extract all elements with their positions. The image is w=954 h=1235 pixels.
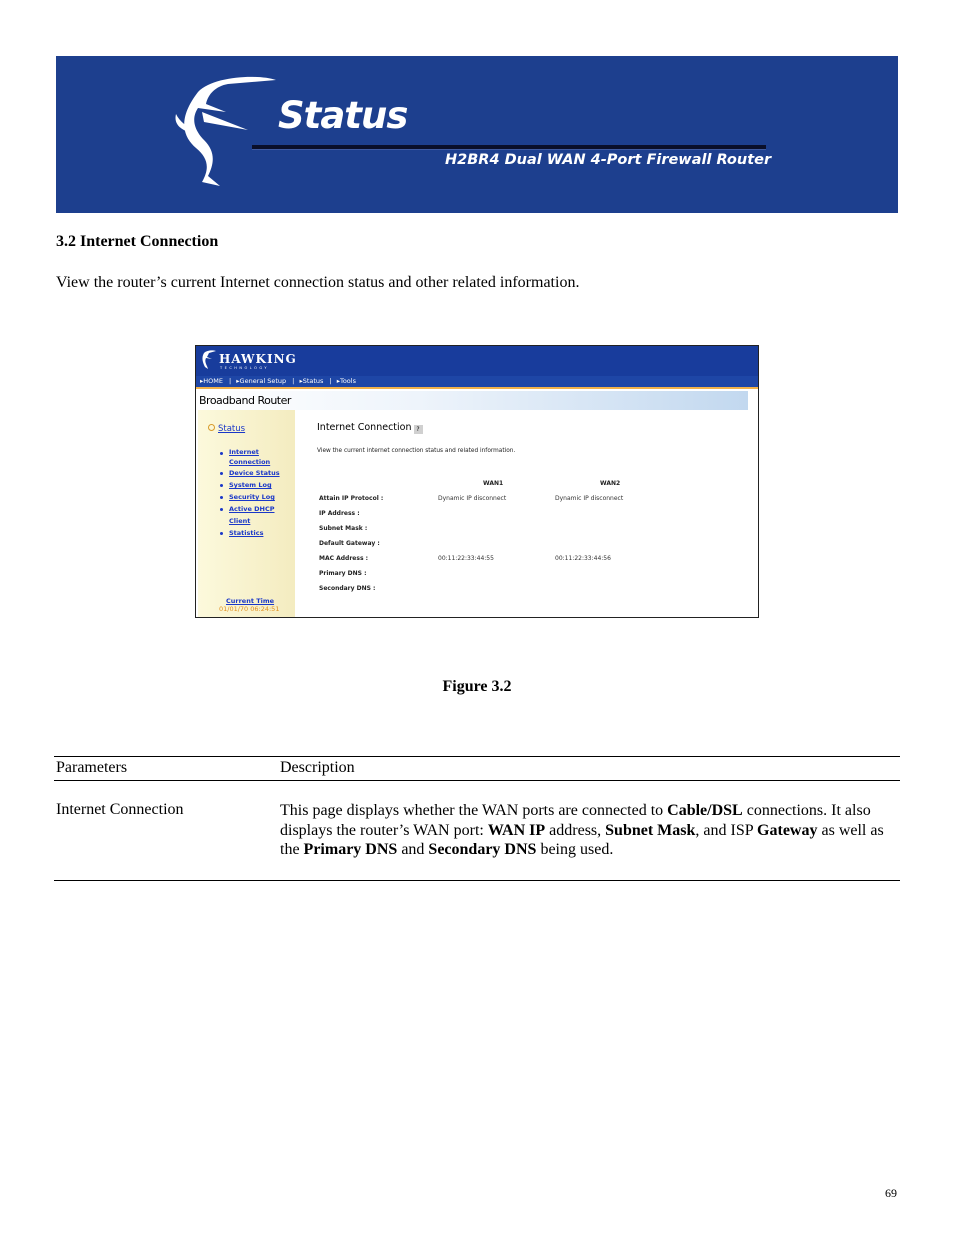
sidebar-item-connection[interactable]: Connection [229,458,271,466]
wan2-protocol: Dynamic IP disconnect [555,495,624,502]
section-heading: 3.2 Internet Connection [56,233,219,250]
figure-caption: Figure 3.2 [442,678,512,695]
content-description: View the current internet connection status and related information. [317,448,516,454]
sidebar-item-security-log[interactable]: Security Log [229,493,275,501]
table-header-parameters: Parameters [56,759,128,776]
nav-status[interactable]: ▸Status [299,377,324,385]
router-nav: ▸HOME | ▸General Setup | ▸Status | ▸Tools [200,377,362,385]
current-time-link[interactable]: Current Time [226,597,275,605]
sidebar-item-client[interactable]: Client [229,517,251,525]
table-header-rule [54,780,900,781]
bullet-icon [220,496,223,499]
router-screenshot [195,345,759,618]
table-header-description: Description [280,759,355,776]
router-brand-sub: TECHNOLOGY [220,366,270,370]
label-protocol: Attain IP Protocol : [319,495,384,502]
sidebar-item-device-status[interactable]: Device Status [229,469,280,477]
label-mac-address: MAC Address : [319,555,368,562]
column-wan1: WAN1 [483,480,504,487]
hawk-small-icon [201,349,217,371]
status-banner [56,56,898,213]
wan1-protocol: Dynamic IP disconnect [438,495,507,502]
sidebar-item-statistics[interactable]: Statistics [229,529,264,537]
nav-general-setup[interactable]: ▸General Setup [236,377,287,385]
current-time-value: 01/01/70 06:24:51 [219,605,280,613]
label-secondary-dns: Secondary DNS : [319,585,376,592]
bullet-icon [220,484,223,487]
table-top-rule [54,756,900,757]
hawk-logo-icon [168,72,278,192]
label-subnet-mask: Subnet Mask : [319,525,368,532]
bullet-icon [220,508,223,511]
column-wan2: WAN2 [600,480,621,487]
table-bottom-rule [54,880,900,881]
nav-home[interactable]: ▸HOME [200,377,223,385]
label-primary-dns: Primary DNS : [319,570,367,577]
content-title: Internet Connection ? [317,422,423,434]
wan2-mac: 00:11:22:33:44:56 [555,555,611,562]
banner-title: Status [278,94,408,137]
nav-divider [196,387,758,389]
bullet-icon [220,532,223,535]
table-row-description: This page displays whether the WAN ports are connected to Cable/DSL connections. It also displays the router’s WAN port: WAN IP address, Subnet Mask, and ISP Gateway as well as the Primary DNS and Secondary DNS being used. [280,802,884,858]
sidebar-item-active-dhcp[interactable]: Active DHCP [229,505,275,513]
label-ip-address: IP Address : [319,510,360,517]
banner-subtitle: H2BR4 Dual WAN 4-Port Firewall Router [445,152,772,168]
sidebar-status-link[interactable]: Status [208,424,245,434]
nav-tools[interactable]: ▸Tools [336,377,356,385]
sidebar-item-internet[interactable]: Internet [229,448,259,456]
banner-rule [252,145,766,150]
bullet-icon [220,452,223,455]
section-intro: View the router’s current Internet connection status and other related information. [56,274,580,291]
table-row-parameter: Internet Connection [56,801,184,818]
router-brand: HAWKING [219,352,297,366]
bullet-icon [220,472,223,475]
sidebar-item-system-log[interactable]: System Log [229,481,272,489]
label-default-gateway: Default Gateway : [319,540,380,547]
help-icon[interactable]: ? [414,425,423,434]
wan1-mac: 00:11:22:33:44:55 [438,555,494,562]
page-number: 69 [885,1186,897,1200]
router-subheader: Broadband Router [199,394,291,407]
